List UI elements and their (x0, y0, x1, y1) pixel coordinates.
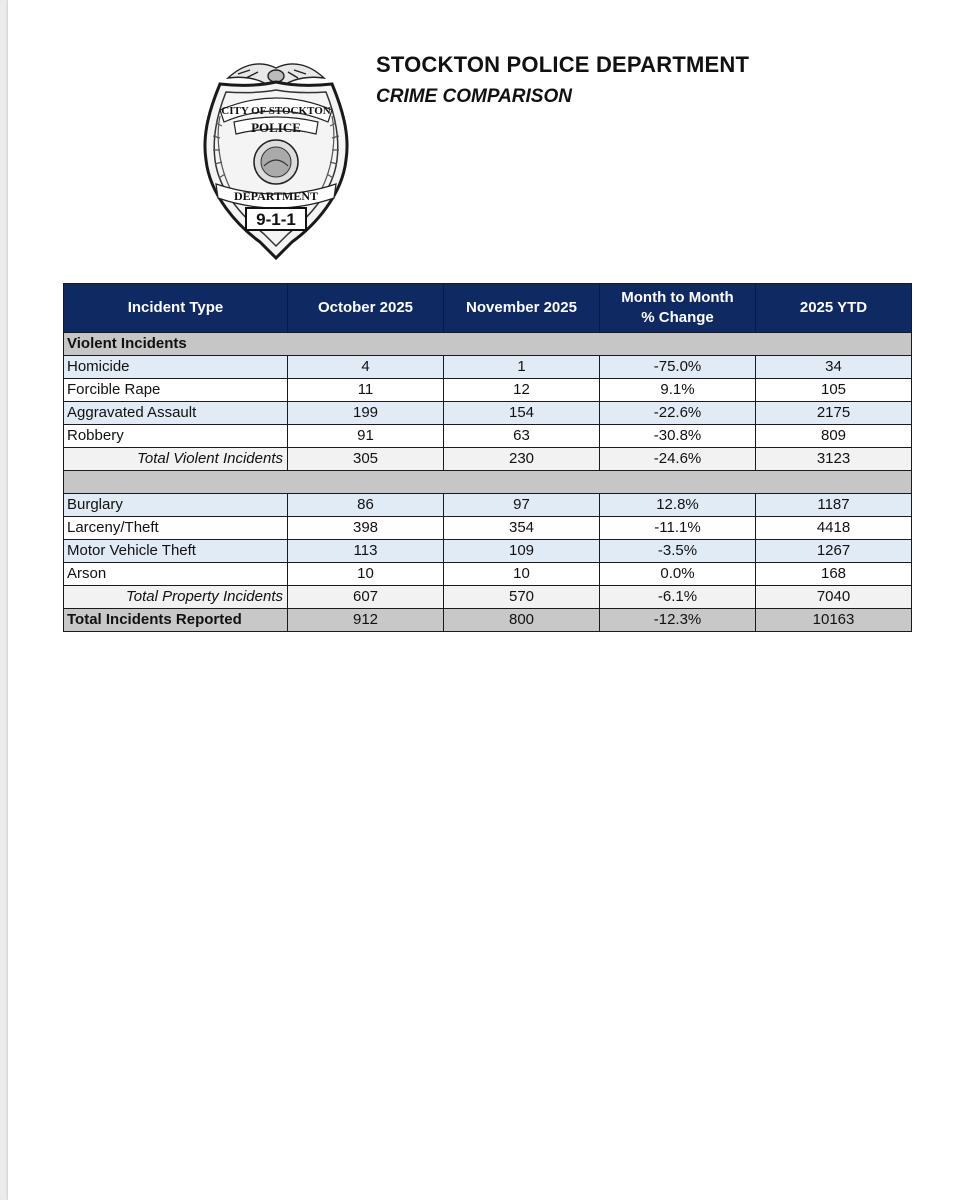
change-cell: -11.1% (600, 517, 756, 540)
column-header-change-line2: % Change (641, 309, 714, 326)
change-cell: 12.8% (600, 494, 756, 517)
svg-text:DEPARTMENT: DEPARTMENT (233, 189, 319, 203)
november-cell: 570 (444, 586, 600, 609)
october-cell: 10 (288, 563, 444, 586)
change-cell: -24.6% (600, 448, 756, 471)
ytd-cell: 168 (756, 563, 912, 586)
subtotal-row-violent (64, 448, 912, 471)
november-cell: 10 (444, 563, 600, 586)
table-row (64, 540, 912, 563)
change-cell: -30.8% (600, 425, 756, 448)
ytd-cell: 10163 (756, 609, 912, 632)
table-row (64, 494, 912, 517)
ytd-cell: 2175 (756, 402, 912, 425)
report-subtitle: CRIME COMPARISON (376, 86, 572, 107)
crime-comparison-table (63, 283, 912, 632)
october-cell: 607 (288, 586, 444, 609)
november-cell: 109 (444, 540, 600, 563)
november-cell: 63 (444, 425, 600, 448)
change-cell: -3.5% (600, 540, 756, 563)
november-cell: 800 (444, 609, 600, 632)
column-header-incident-type: Incident Type (64, 284, 288, 333)
table-row (64, 425, 912, 448)
change-cell: 9.1% (600, 379, 756, 402)
table-row (64, 517, 912, 540)
ytd-cell: 3123 (756, 448, 912, 471)
incident-type-cell: Aggravated Assault (64, 402, 288, 425)
november-cell: 354 (444, 517, 600, 540)
ytd-cell: 7040 (756, 586, 912, 609)
incident-type-cell: Motor Vehicle Theft (64, 540, 288, 563)
incident-type-cell: Robbery (64, 425, 288, 448)
column-header-change (600, 284, 756, 333)
svg-text:9-1-1: 9-1-1 (256, 210, 296, 229)
change-cell: 0.0% (600, 563, 756, 586)
october-cell: 199 (288, 402, 444, 425)
october-cell: 113 (288, 540, 444, 563)
ytd-cell: 105 (756, 379, 912, 402)
table-row (64, 402, 912, 425)
incident-type-cell: Arson (64, 563, 288, 586)
october-cell: 4 (288, 356, 444, 379)
section-row-violent (64, 333, 912, 356)
subtotal-row-property (64, 586, 912, 609)
change-cell: -22.6% (600, 402, 756, 425)
incident-type-cell: Burglary (64, 494, 288, 517)
table-row (64, 356, 912, 379)
subtotal-label: Total Violent Incidents (64, 448, 288, 471)
svg-text:POLICE: POLICE (251, 120, 301, 135)
ytd-cell: 34 (756, 356, 912, 379)
october-cell: 305 (288, 448, 444, 471)
table-row (64, 379, 912, 402)
ytd-cell: 1267 (756, 540, 912, 563)
grand-total-row (64, 609, 912, 632)
ytd-cell: 1187 (756, 494, 912, 517)
section-row-property (64, 471, 912, 494)
column-header-change-line1: Month to Month (621, 289, 734, 306)
incident-type-cell: Homicide (64, 356, 288, 379)
subtotal-label: Total Property Incidents (64, 586, 288, 609)
ytd-cell: 809 (756, 425, 912, 448)
grand-total-label: Total Incidents Reported (64, 609, 288, 632)
table-header-row (64, 284, 912, 333)
october-cell: 86 (288, 494, 444, 517)
ytd-cell: 4418 (756, 517, 912, 540)
table-row (64, 563, 912, 586)
november-cell: 154 (444, 402, 600, 425)
report-title: STOCKTON POLICE DEPARTMENT (376, 52, 750, 77)
november-cell: 1 (444, 356, 600, 379)
october-cell: 91 (288, 425, 444, 448)
column-header-ytd: 2025 YTD (756, 284, 912, 333)
svg-text:CITY OF STOCKTON: CITY OF STOCKTON (221, 105, 331, 117)
column-header-november: November 2025 (444, 284, 600, 333)
november-cell: 12 (444, 379, 600, 402)
incident-type-cell: Larceny/Theft (64, 517, 288, 540)
change-cell: -6.1% (600, 586, 756, 609)
october-cell: 398 (288, 517, 444, 540)
october-cell: 11 (288, 379, 444, 402)
october-cell: 912 (288, 609, 444, 632)
column-header-october: October 2025 (288, 284, 444, 333)
section-label: Violent Incidents (64, 333, 288, 356)
november-cell: 97 (444, 494, 600, 517)
change-cell: -12.3% (600, 609, 756, 632)
section-label (64, 471, 288, 494)
incident-type-cell: Forcible Rape (64, 379, 288, 402)
change-cell: -75.0% (600, 356, 756, 379)
police-badge-icon (198, 56, 354, 262)
november-cell: 230 (444, 448, 600, 471)
